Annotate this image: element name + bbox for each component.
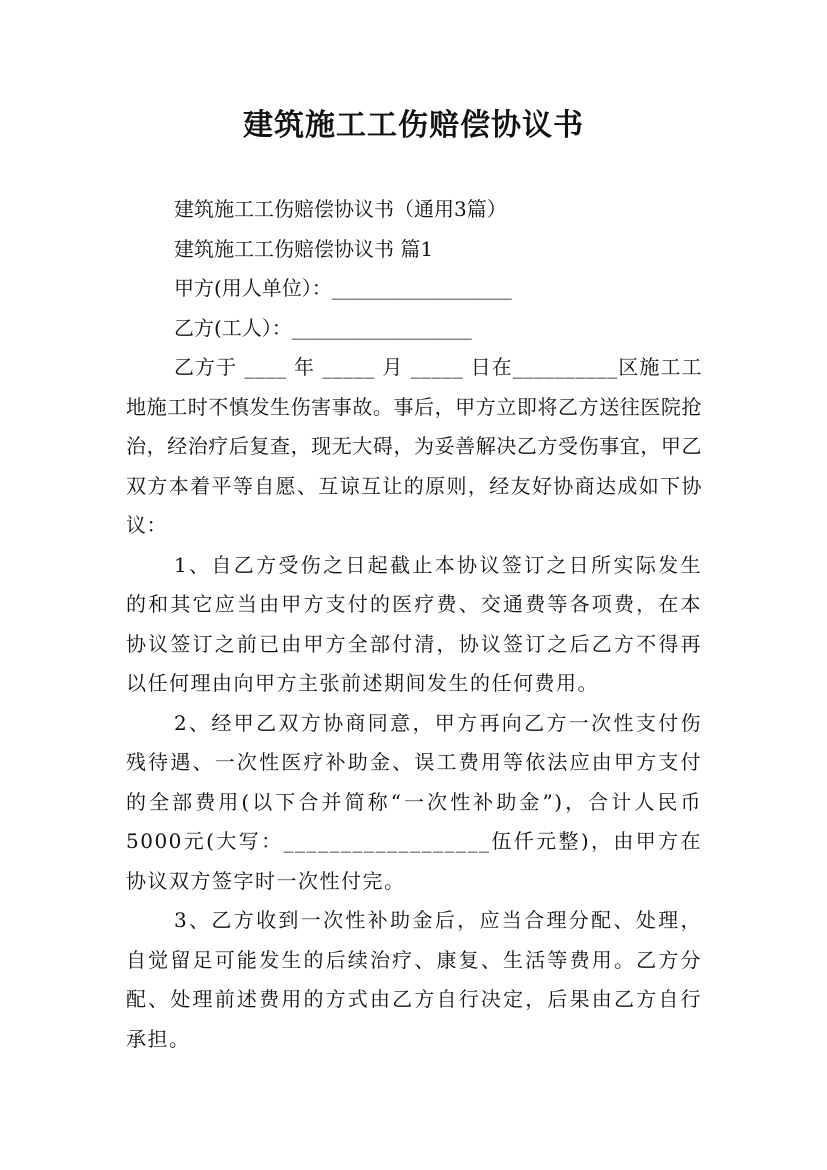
party-a-line: 甲方(用人单位）：__________________ [174, 276, 512, 300]
party-b-line: 乙方(工人）：__________________ [174, 315, 472, 340]
document-title: 建筑施工工伤赔偿协议书 [243, 108, 584, 143]
clause-3-paragraph: 3、乙方收到一次性补助金后，应当合理分配、处理，自觉留足可能发生的后续治疗、康复、生活等费用。乙方分配、处理前述费用的方式由乙方自行决定，后果由乙方自行承担。 [126, 908, 702, 1051]
document-body [126, 190, 702, 1059]
intro-paragraph: 乙方于 ____ 年 _____ 月 _____ 日在__________区施工工地施工时不慎发生伤害事故。事后，甲方立即将乙方送往医院抢治，经治疗后复查，现无大碍，为妥善解决乙方受伤事宜，甲乙双方本着平等自愿、互谅互让的原则，经友好协商达成如下协议： [126, 355, 702, 537]
document-subtitle: 建筑施工工伤赔偿协议书（通用3篇） [174, 197, 507, 221]
section-heading: 建筑施工工伤赔偿协议书 篇1 [174, 236, 434, 261]
clause-1-paragraph: 1、自乙方受伤之日起截止本协议签订之日所实际发生的和其它应当由甲方支付的医疗费、交通费等各项费，在本协议签订之前已由甲方全部付清，协议签订之后乙方不得再以任何理由向甲方主张前述期间发生的任何费用。 [126, 552, 702, 695]
clause-2-paragraph: 2、经甲乙双方协商同意，甲方再向乙方一次性支付伤残待遇、一次性医疗补助金、误工费用等依法应由甲方支付的全部费用(以下合并简称“一次性补助金”)，合计人民币5000元(大写：__________________伍仟元整)，由甲方在协议双方签字时一次性付完。 [126, 710, 702, 893]
